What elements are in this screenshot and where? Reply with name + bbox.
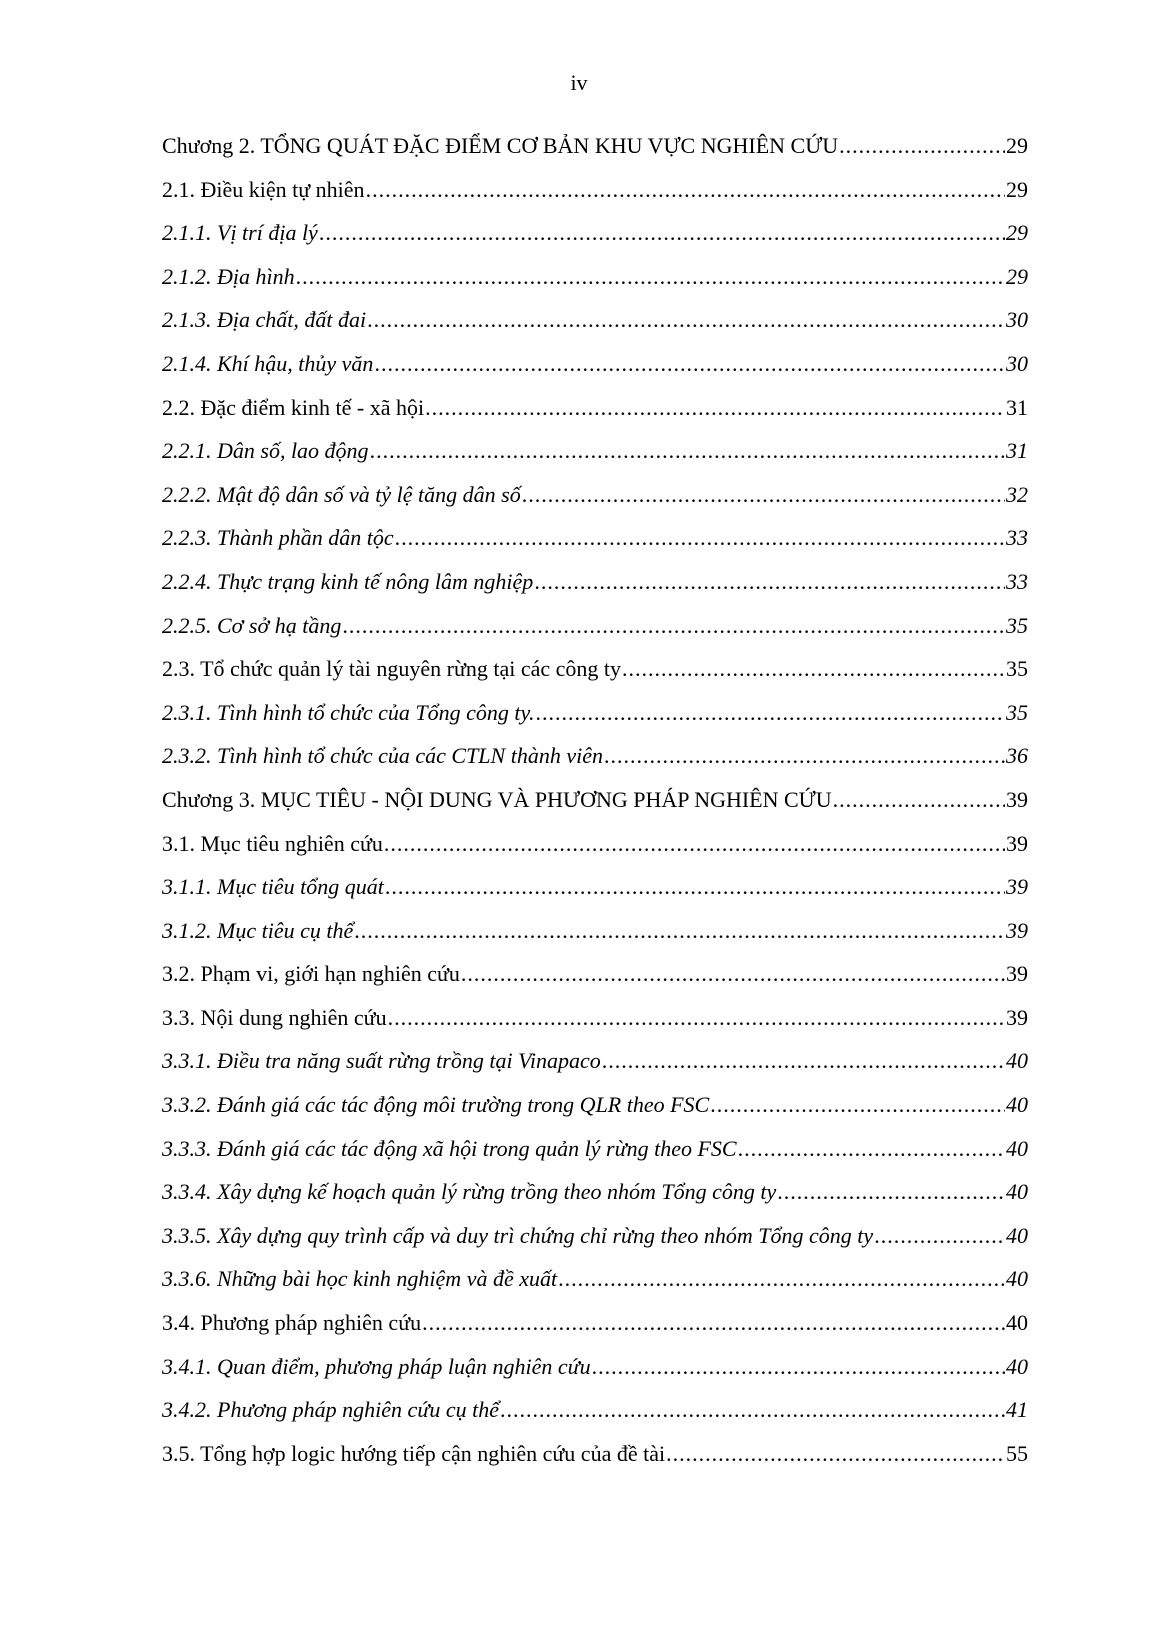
toc-dot-leader [536, 698, 1005, 728]
toc-entry-title: 3.1.2. Mục tiêu cụ thể [162, 917, 354, 943]
toc-entry[interactable] [162, 916, 1028, 960]
toc-entry-title: 2.3.2. Tình hình tổ chức của các CTLN thành viên [162, 743, 603, 769]
toc-dot-leader [461, 959, 1005, 989]
toc-dot-leader [370, 436, 1005, 466]
toc-entry[interactable] [162, 654, 1028, 698]
toc-entry-page: 33 [1006, 525, 1028, 551]
toc-entry-page: 35 [1006, 612, 1028, 638]
table-of-contents [162, 131, 1028, 1482]
toc-entry-title: 3.5. Tổng hợp logic hướng tiếp cận nghiên cứu của đề tài [162, 1440, 666, 1466]
toc-dot-leader [833, 785, 1005, 815]
toc-entry-title: 3.4.2. Phương pháp nghiên cứu cụ thể [162, 1397, 499, 1423]
toc-entry[interactable] [162, 1003, 1028, 1047]
toc-entry[interactable] [162, 567, 1028, 611]
toc-entry-page: 30 [1006, 350, 1028, 376]
toc-entry-page: 40 [1006, 1179, 1028, 1205]
toc-entry-page: 30 [1006, 307, 1028, 333]
toc-dot-leader [522, 480, 1005, 510]
toc-entry-page: 29 [1006, 263, 1028, 289]
toc-entry[interactable] [162, 436, 1028, 480]
toc-dot-leader [319, 218, 1005, 248]
toc-entry-title: 2.1.1. Vị trí địa lý [162, 220, 318, 246]
toc-dot-leader [738, 1134, 1005, 1164]
toc-entry-page: 31 [1006, 394, 1028, 420]
toc-entry-page: 40 [1006, 1222, 1028, 1248]
toc-entry-page: 40 [1006, 1266, 1028, 1292]
toc-entry[interactable] [162, 131, 1028, 175]
toc-entry[interactable] [162, 829, 1028, 873]
toc-entry[interactable] [162, 959, 1028, 1003]
toc-entry-page: 29 [1006, 133, 1028, 158]
toc-entry-title: 3.1. Mục tiêu nghiên cứu [162, 830, 383, 856]
toc-entry[interactable] [162, 523, 1028, 567]
toc-entry[interactable] [162, 698, 1028, 742]
toc-dot-leader [342, 611, 1005, 641]
toc-entry[interactable] [162, 1395, 1028, 1439]
toc-entry[interactable] [162, 785, 1028, 829]
toc-entry-title: 3.4.1. Quan điểm, phương pháp luận nghiên cứu [162, 1353, 591, 1379]
toc-entry-page: 31 [1006, 438, 1028, 464]
toc-dot-leader [710, 1090, 1005, 1120]
toc-entry[interactable] [162, 218, 1028, 262]
toc-entry[interactable] [162, 1177, 1028, 1221]
toc-dot-leader [592, 1352, 1005, 1382]
toc-entry[interactable] [162, 1352, 1028, 1396]
toc-entry[interactable] [162, 1046, 1028, 1090]
toc-entry-page: 40 [1006, 1353, 1028, 1379]
toc-dot-leader [384, 829, 1005, 859]
toc-entry-title: 3.3.5. Xây dựng quy trình cấp và duy trì chứng chỉ rừng theo nhóm Tổng công ty [162, 1222, 874, 1248]
toc-entry-title: 2.1.2. Địa hình [162, 263, 295, 289]
toc-entry-title: 3.3. Nội dung nghiên cứu [162, 1004, 387, 1030]
toc-entry-title: 2.2.5. Cơ sở hạ tầng [162, 612, 342, 638]
toc-dot-leader [558, 1264, 1005, 1294]
toc-dot-leader [839, 131, 1005, 161]
toc-entry-title: 3.2. Phạm vi, giới hạn nghiên cứu [162, 961, 460, 987]
toc-entry-page: 35 [1006, 699, 1028, 725]
toc-entry-page: 41 [1006, 1397, 1028, 1423]
toc-entry-title: 2.2.1. Dân số, lao động [162, 438, 369, 464]
toc-entry-page: 29 [1006, 176, 1028, 202]
toc-entry-page: 40 [1006, 1135, 1028, 1161]
toc-entry-page: 40 [1006, 1048, 1028, 1074]
toc-entry[interactable] [162, 480, 1028, 524]
toc-entry-page: 36 [1006, 743, 1028, 769]
toc-dot-leader [500, 1395, 1005, 1425]
toc-entry[interactable] [162, 1308, 1028, 1352]
toc-entry-page: 39 [1006, 874, 1028, 900]
toc-dot-leader [385, 872, 1005, 902]
toc-entry[interactable] [162, 1090, 1028, 1134]
toc-dot-leader [874, 1221, 1005, 1251]
page-number: iv [570, 70, 588, 95]
toc-entry[interactable] [162, 1264, 1028, 1308]
toc-entry-title: 3.4. Phương pháp nghiên cứu [162, 1310, 422, 1336]
toc-entry-title: Chương 2. TỔNG QUÁT ĐẶC ĐIỂM CƠ BẢN KHU VỰC NGHIÊN CỨU [162, 133, 839, 158]
toc-dot-leader [296, 262, 1005, 292]
toc-entry[interactable] [162, 1439, 1028, 1483]
toc-entry-title: 2.2.4. Thực trạng kinh tế nông lâm nghiệp [162, 568, 534, 594]
toc-entry-page: 55 [1006, 1440, 1028, 1466]
toc-entry-title: 2.2.2. Mật độ dân số và tỷ lệ tăng dân số [162, 481, 521, 507]
toc-entry-page: 39 [1006, 1004, 1028, 1030]
toc-entry-title: 3.3.1. Điều tra năng suất rừng trồng tại Vinapaco [162, 1048, 601, 1074]
toc-entry-title: 2.3.1. Tình hình tổ chức của Tổng công ty. [162, 699, 535, 725]
toc-entry-title: 3.3.3. Đánh giá các tác động xã hội trong quản lý rừng theo FSC [162, 1135, 737, 1161]
toc-entry-title: 2.3. Tổ chức quản lý tài nguyên rừng tại các công ty [162, 656, 622, 682]
toc-dot-leader [622, 654, 1005, 684]
toc-entry[interactable] [162, 262, 1028, 306]
toc-dot-leader [367, 305, 1005, 335]
toc-entry[interactable] [162, 611, 1028, 655]
toc-dot-leader [666, 1439, 1005, 1469]
toc-entry[interactable] [162, 393, 1028, 437]
toc-dot-leader [534, 567, 1005, 597]
toc-entry-title: 2.1. Điều kiện tự nhiên [162, 176, 365, 202]
toc-entry-page: 39 [1006, 830, 1028, 856]
toc-dot-leader [604, 741, 1005, 771]
toc-dot-leader [602, 1046, 1005, 1076]
toc-entry-title: 2.1.4. Khí hậu, thủy văn [162, 350, 374, 376]
toc-entry-title: 2.2.3. Thành phần dân tộc [162, 525, 394, 551]
toc-entry-page: 40 [1006, 1310, 1028, 1336]
toc-entry[interactable] [162, 305, 1028, 349]
toc-entry-page: 32 [1006, 481, 1028, 507]
toc-dot-leader [388, 1003, 1005, 1033]
toc-entry[interactable] [162, 1221, 1028, 1265]
toc-entry-page: 39 [1006, 786, 1028, 812]
toc-entry-title: 3.1.1. Mục tiêu tổng quát [162, 874, 384, 900]
toc-entry-title: 3.3.4. Xây dựng kế hoạch quản lý rừng trồng theo nhóm Tổng công ty [162, 1179, 777, 1205]
toc-entry-title: Chương 3. MỤC TIÊU - NỘI DUNG VÀ PHƯƠNG PHÁP NGHIÊN CỨU [162, 786, 832, 812]
toc-dot-leader [425, 393, 1005, 423]
toc-entry-page: 35 [1006, 656, 1028, 682]
toc-entry[interactable] [162, 175, 1028, 219]
toc-entry-title: 2.1.3. Địa chất, đất đai [162, 307, 367, 333]
toc-entry-title: 2.2. Đặc điểm kinh tế - xã hội [162, 394, 425, 420]
toc-dot-leader [777, 1177, 1005, 1207]
toc-entry[interactable] [162, 349, 1028, 393]
toc-entry-page: 40 [1006, 1092, 1028, 1118]
toc-dot-leader [354, 916, 1005, 946]
toc-entry-page: 29 [1006, 220, 1028, 246]
toc-dot-leader [366, 175, 1005, 205]
toc-dot-leader [395, 523, 1005, 553]
toc-entry-title: 3.3.6. Những bài học kinh nghiệm và đề xuất [162, 1266, 558, 1292]
toc-entry-title: 3.3.2. Đánh giá các tác động môi trường trong QLR theo FSC [162, 1092, 710, 1118]
toc-dot-leader [374, 349, 1005, 379]
toc-entry[interactable] [162, 741, 1028, 785]
toc-entry-page: 39 [1006, 917, 1028, 943]
toc-dot-leader [422, 1308, 1005, 1338]
toc-entry[interactable] [162, 872, 1028, 916]
toc-entry-page: 33 [1006, 568, 1028, 594]
toc-entry[interactable] [162, 1134, 1028, 1178]
toc-entry-page: 39 [1006, 961, 1028, 987]
